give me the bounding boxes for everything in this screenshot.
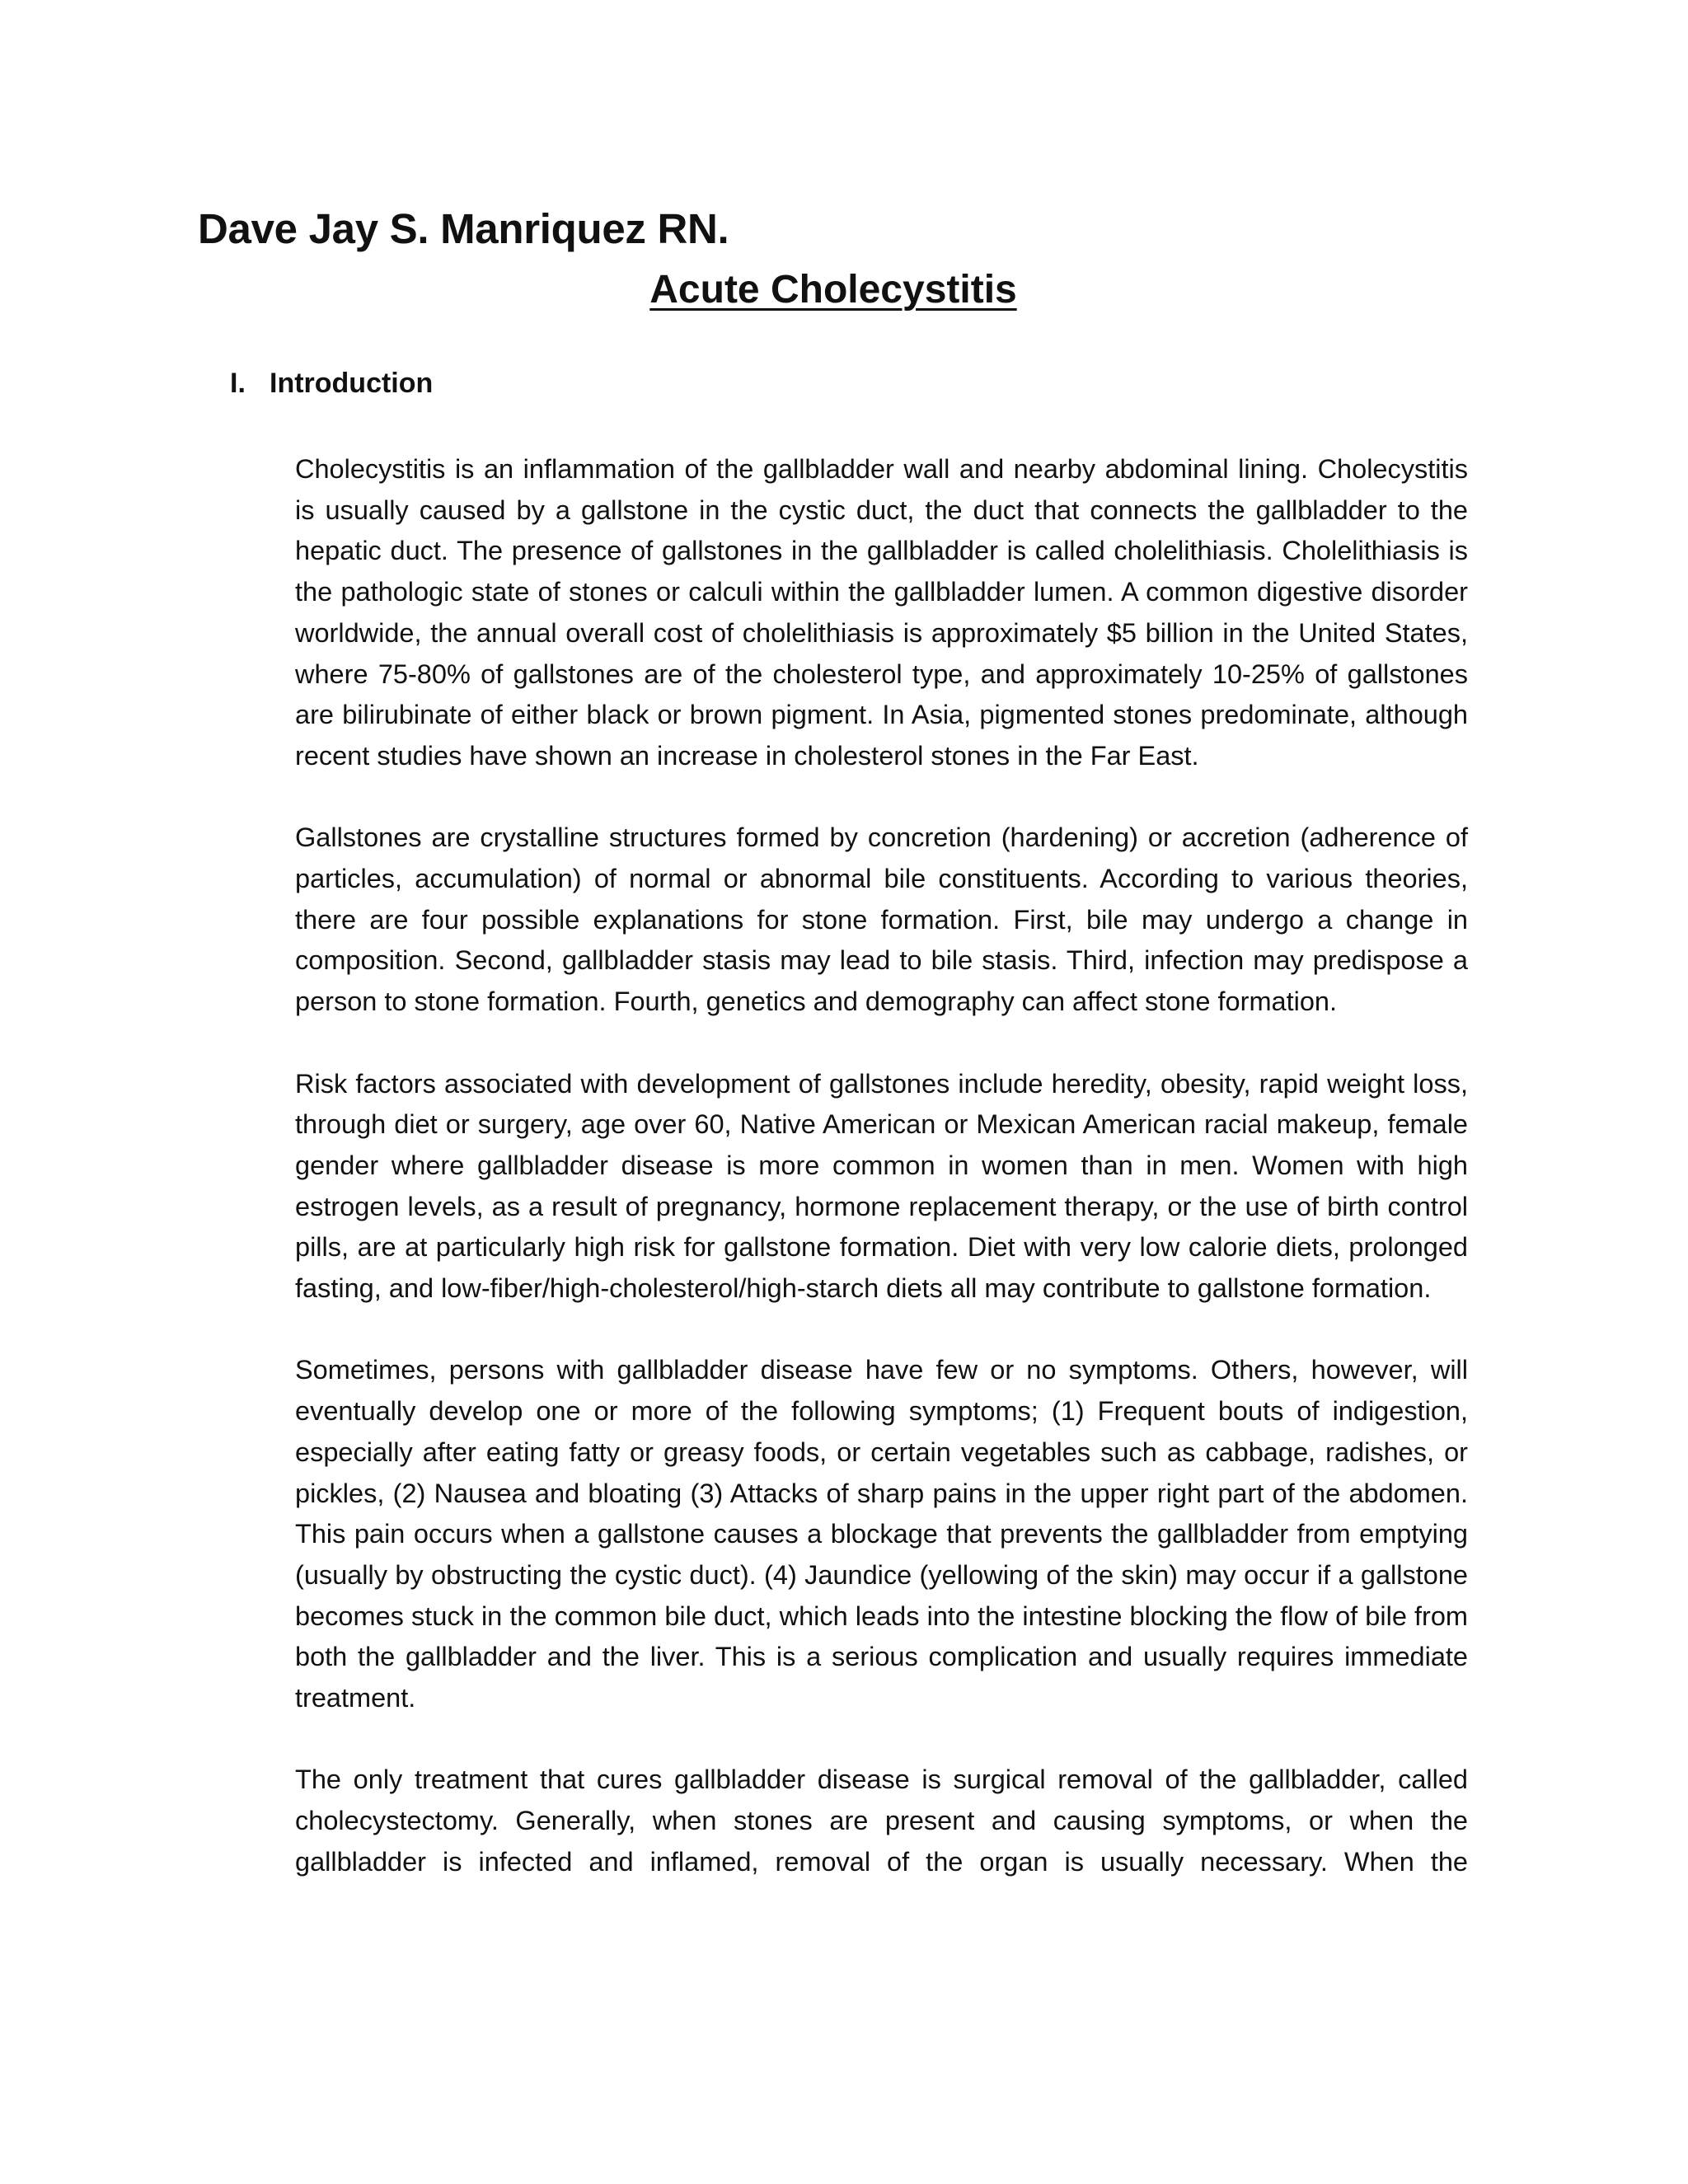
section-body — [295, 449, 1468, 1924]
section-heading — [230, 368, 433, 400]
paragraph: Cholecystitis is an inflammation of the gallbladder wall and nearby abdominal lining. Cholecystitis is usually caused by a gallstone in the cystic duct, the duct that connects the gallbladder to the hepatic duct. The presence of gallstones in the gallbladder is called cholelithiasis. Cholelithiasis is the pathologic state of stones or calculi within the gallbladder lumen. A common digestive disorder worldwide, the annual overall cost of cholelithiasis is approximately $5 billion in the United States, where 75-80% of gallstones are of the cholesterol type, and approximately 10-25% of gallstones are bilirubinate of either black or brown pigment. In Asia, pigmented stones predominate, although recent studies have shown an increase in cholesterol stones in the Far East. — [295, 454, 1468, 771]
author-name: Dave Jay S. Manriquez RN. — [198, 205, 729, 252]
paragraph: Sometimes, persons with gallbladder disease have few or no symptoms. Others, however, will eventually develop one or more of the following symptoms; (1) Frequent bouts of indigestion, especially after eating fatty or greasy foods, or certain vegetables such as cabbage, radishes, or pickles, (2) Nausea and bloating (3) Attacks of sharp pains in the upper right part of the abdomen. This pain occurs when a gallstone causes a blockage that prevents the gallbladder from emptying (usually by obstructing the cystic duct). (4) Jaundice (yellowing of the skin) may occur if a gallstone becomes stuck in the common bile duct, which leads into the intestine blocking the flow of bile from both the gallbladder and the liver. This is a serious complication and usually requires immediate treatment. — [295, 1355, 1468, 1713]
paragraph: The only treatment that cures gallbladder disease is surgical removal of the gallbladder, called cholecystectomy. Generally, when stones are present and causing symptoms, or when the gallbladder is infected and inflamed, removal of the organ is usually necessary. When the — [295, 1765, 1468, 1877]
section-title: Introduction — [270, 368, 434, 399]
document-title: Acute Cholecystitis — [649, 268, 1017, 312]
paragraph: Gallstones are crystalline structures formed by concretion (hardening) or accretion (adherence of particles, accumulation) of normal or abnormal bile constituents. According to various theories, there are four possible explanations for stone formation. First, bile may undergo a change in composition. Second, gallbladder stasis may lead to bile stasis. Third, infection may predispose a person to stone formation. Fourth, genetics and demography can affect stone formation. — [295, 823, 1468, 1017]
paragraph: Risk factors associated with development of gallstones include heredity, obesity, rapid weight loss, through diet or surgery, age over 60, Native American or Mexican American racial makeup, female gender where gallbladder disease is more common in women than in men. Women with high estrogen levels, as a result of pregnancy, hormone replacement therapy, or the use of birth control pills, are at particularly high risk for gallstone formation. Diet with very low calorie diets, prolonged fasting, and low-fiber/high-cholesterol/high-starch diets all may contribute to gallstone formation. — [295, 1068, 1468, 1304]
section-number: I. — [230, 368, 246, 399]
